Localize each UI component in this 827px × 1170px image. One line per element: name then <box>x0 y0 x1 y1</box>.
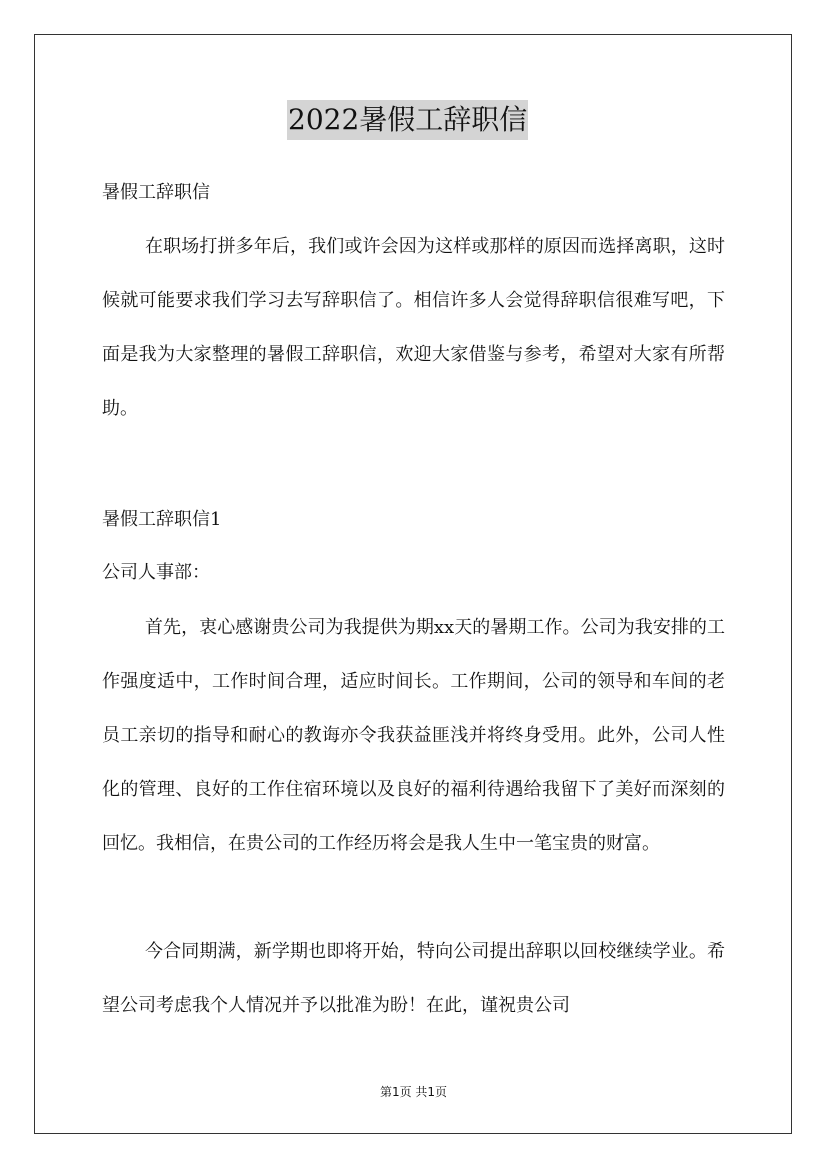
section-heading: 暑假工辞职信1 <box>102 509 222 530</box>
body-paragraph-2: 今合同期满，新学期也即将开始，特向公司提出辞职以回校继续学业。希望公司考虑我个人情况并予以批准为盼！在此，谨祝贵公司 <box>102 941 725 1016</box>
document-title: 2022暑假工辞职信 <box>287 100 528 140</box>
salutation: 公司人事部： <box>102 562 210 583</box>
document-subtitle: 暑假工辞职信 <box>102 182 210 203</box>
body-paragraph-1: 首先，衷心感谢贵公司为我提供为期xx天的暑期工作。公司为我安排的工作强度适中，工作时间合理，适应时间长。工作期间，公司的领导和车间的老员工亲切的指导和耐心的教诲亦令我获益匪浅并将终身受用。此外，公司人性化的管理、良好的工作住宿环境以及良好的福利待遇给我留下了美好而深刻的回忆。我相信，在贵公司的工作经历将会是我人生中一笔宝贵的财富。 <box>102 617 725 854</box>
page-footer: 第1页 共1页 <box>379 1085 448 1099</box>
intro-paragraph: 在职场打拼多年后，我们或许会因为这样或那样的原因而选择离职，这时候就可能要求我们学习去写辞职信了。相信许多人会觉得辞职信很难写吧，下面是我为大家整理的暑假工辞职信，欢迎大家借鉴与参考，希望对大家有所帮助。 <box>102 236 725 419</box>
